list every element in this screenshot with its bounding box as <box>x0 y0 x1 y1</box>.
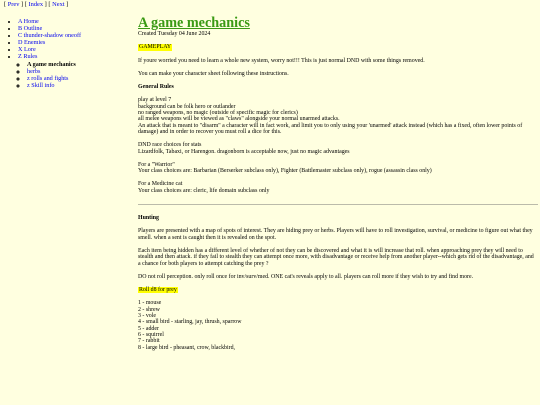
sidebar-link-skill-info[interactable]: z Skill info <box>27 81 55 89</box>
hunting-heading: Hunting <box>138 215 159 222</box>
sidebar-list <box>4 18 132 89</box>
rule-line: all melee weapons will be viewed as "claws" alongside your normal unarmed attacks. <box>138 116 340 123</box>
sidebar-link-enemies[interactable]: D Enemies <box>18 39 46 47</box>
sidebar-link-home[interactable]: A Home <box>18 18 39 25</box>
sidebar-subitem-skill-info <box>27 82 132 89</box>
prey-item: 2 - shrew <box>138 306 160 313</box>
sidebar-subitem-herbs <box>27 68 132 75</box>
roll-d8-highlight: Roll d8 for prey <box>139 287 177 294</box>
prev-link[interactable]: Prev <box>7 1 20 8</box>
hunting-paragraph-3: DO not roll perception. only roll once for inv/surv/med. ONE cat's reveals apply to all. players can roll more if they wish to try and find more. <box>138 273 474 280</box>
hunting-paragraph-1: Players are presented with a map of spots of interest. They are hiding prey or herbs. Players will have to roll investigation, survival, or medicine to figure out what they smell. when a sent is caught then it is revealed on the spot. <box>138 228 533 241</box>
sidebar-link-outline[interactable]: B Outline <box>18 25 43 33</box>
prey-item: 4 - small bird - starling, jay, thrush, sparrow <box>138 319 242 326</box>
sidebar-link-rules[interactable]: Z Rules <box>18 53 38 61</box>
intro-paragraph-2: You can make your character sheet following these instructions. <box>138 70 289 77</box>
prey-item: 3 - vole <box>138 313 156 320</box>
sidebar-item-thunder-shadow <box>18 32 132 39</box>
hunting-paragraph-2: Each item being hidden has a different level of whether of not they can be discovered and what it is will increase that roll. when approaching prey they will need to stealth and then attack. if they fail to stealth they can attempt once more, with disadvantage or receive help from another player--which gets rid of the disadvantage, and a chance for both players to attempt catching the prey ? <box>138 247 534 267</box>
sidebar-current-page: A game mechanics <box>27 60 76 68</box>
sidebar-subitem-game-mechanics <box>27 61 132 68</box>
top-navigation: [ Prev ] [ Index ] [ Next ] <box>4 1 69 8</box>
rule-line: An attack that is meant to "disarm" a character will in fact work, and limit you to only using your 'unarmed' attack instead (which has a fixed, often lower points of damage) and in order to recover you must roll a dice for this. <box>138 122 523 135</box>
rule-line: background can be folk hero or outlander <box>138 103 236 110</box>
rule-line: no ranged weapons, no magic (outside of specific magic for clerics) <box>138 110 298 117</box>
medicine-line: For a Medicine cat <box>138 181 183 188</box>
prey-item: 5 - adder <box>138 325 159 332</box>
rules-block <box>138 97 536 135</box>
sidebar-link-herbs[interactable]: herbs <box>27 67 41 75</box>
page-content <box>138 16 536 351</box>
sidebar-item-outline <box>18 25 132 32</box>
sidebar-item-home <box>18 18 132 25</box>
general-rules-heading: General Rules <box>138 84 174 91</box>
prey-item: 8 - large bird - pheasant, crow, blackbird, <box>138 344 235 351</box>
sidebar-link-rolls-fights[interactable]: z rolls and fights <box>27 74 69 82</box>
sidebar-tree <box>4 18 132 89</box>
index-link[interactable]: Index <box>28 1 44 8</box>
next-link[interactable]: Next <box>52 1 65 8</box>
prey-item: 1 - mouse <box>138 300 162 307</box>
warrior-line: For a "Warrior" <box>138 161 175 168</box>
medicine-line: Your class choices are: cleric, life domain subclass only <box>138 187 270 194</box>
rule-line: play at level 7 <box>138 97 172 104</box>
prey-item: 7 - rabbit <box>138 338 160 345</box>
intro-paragraph-1: If youre worried you need to learn a whole new system, worry not!!! This is just normal DND with some things removed. <box>138 57 425 64</box>
sidebar-item-enemies <box>18 39 132 46</box>
warrior-line: Your class choices are: Barbarian (Berserker subclass only), Fighter (Battlemaster subclass only), rogue (assassin class only) <box>138 168 432 175</box>
sidebar-link-lore[interactable]: X Lore <box>18 46 36 54</box>
race-line: DND race choices for stats <box>138 142 202 149</box>
medicine-block <box>138 181 536 194</box>
section-divider <box>138 204 538 205</box>
prey-item: 6 - squirrel <box>138 331 164 338</box>
sidebar-item-rules <box>18 53 132 88</box>
sidebar-item-lore <box>18 46 132 53</box>
race-block <box>138 142 536 155</box>
sidebar-link-thunder-shadow[interactable]: C thunder-shadow oneoff <box>18 32 81 40</box>
gameplay-highlight: GAMEPLAY <box>139 44 172 51</box>
prey-list <box>138 300 536 350</box>
race-line: Lizardfolk, Tabaxi, or Harengon. dragonborn is acceptable now, just no magic advantages <box>138 148 350 155</box>
sidebar-subitem-rolls-fights <box>27 75 132 82</box>
warrior-block <box>138 162 536 175</box>
sidebar-sublist-rules <box>18 61 132 89</box>
page-title: A game mechanics <box>138 15 250 31</box>
created-date: Created Tuesday 04 June 2024 <box>138 31 211 37</box>
